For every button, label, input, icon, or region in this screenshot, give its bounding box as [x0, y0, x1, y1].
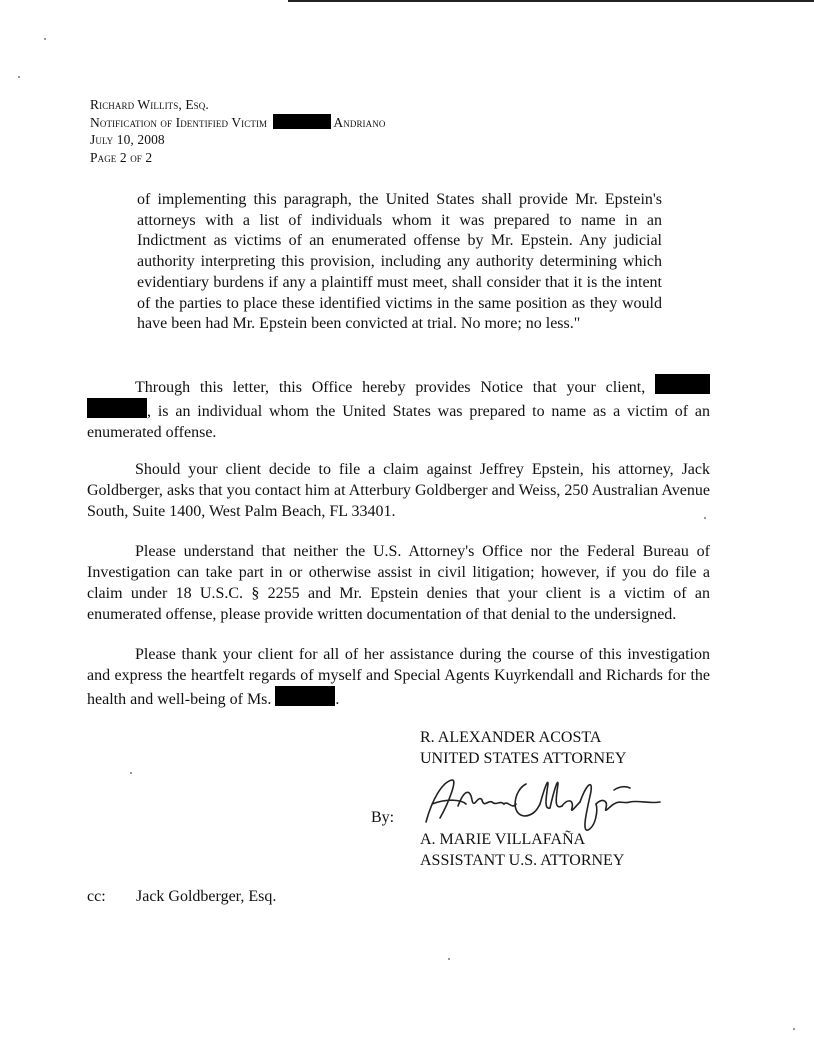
civil-litigation-paragraph	[87, 541, 710, 625]
redaction-box	[275, 686, 335, 706]
civil-litigation-text: Please understand that neither the U.S. Attorney's Office nor the Federal Bureau of Investigation can take part in or otherwise assist in civil litigation; however, if you do file a claim under 18 U.S.C. § 2255 and Mr. Epstein denies that your client is a victim of an enumerated offense, please provide written documentation of that denial to the undersigned.	[87, 543, 710, 623]
signatory-block	[420, 727, 626, 769]
attorney-block	[420, 829, 624, 871]
header-recipient: Richard Willits, Esq.	[90, 97, 209, 112]
redaction-box	[273, 114, 331, 129]
letter-header	[90, 96, 385, 166]
signatory-name: R. ALEXANDER ACOSTA	[420, 729, 602, 746]
scan-speck	[793, 1028, 795, 1030]
attorney-name: A. MARIE VILLAFAÑA	[420, 831, 586, 848]
scan-speck	[18, 76, 20, 78]
notice-paragraph	[87, 374, 710, 443]
header-subject-prefix: Notification of Identified Victim	[90, 114, 268, 130]
redaction-box	[87, 398, 147, 418]
quoted-paragraph: of implementing this paragraph, the United States shall provide Mr. Epstein's attorneys with a list of individuals whom it was prepared to name in an Indictment as victims of an enumerated offense by Mr. Epstein. Any judicial authority interpreting this provision, including any authority determining which evidentiary burdens if any a plaintiff must meet, shall consider that it is the intent of the parties to place these identified victims in the same position as they would have been had Mr. Epstein been convicted at trial. No more; no less."	[137, 191, 662, 333]
attorney-title: ASSISTANT U.S. ATTORNEY	[420, 852, 625, 869]
header-page-number: Page 2 of 2	[90, 149, 153, 165]
scan-speck	[448, 958, 450, 960]
by-label: By:	[371, 809, 395, 826]
header-date: July 10, 2008	[90, 132, 165, 147]
redaction-box	[655, 374, 710, 394]
thanks-text-end: .	[335, 691, 340, 708]
signature-text: A. Marie Villafaña	[418, 770, 426, 771]
top-border-line	[288, 0, 814, 2]
scan-speck	[44, 38, 46, 40]
contact-text: Should your client decide to file a claim against Jeffrey Epstein, his attorney, Jack Goldberger, asks that you contact him at Atterbury Goldberger and Weiss, 250 Australian Avenue South, Suite 1400, West Palm Beach, FL 33401.	[87, 461, 710, 520]
contact-paragraph	[87, 459, 710, 522]
cc-recipient: Jack Goldberger, Esq.	[136, 888, 277, 905]
scan-speck	[130, 772, 132, 774]
cc-line	[87, 888, 276, 906]
header-subject-suffix: Andriano	[333, 114, 386, 130]
cc-label: cc:	[87, 888, 106, 905]
notice-text-start: Through this letter, this Office hereby provides Notice that your client,	[135, 379, 646, 396]
scan-speck	[704, 517, 706, 519]
notice-text-end: , is an individual whom the United States was prepared to name as a victim of an enumerated offense.	[87, 403, 710, 441]
signatory-title: UNITED STATES ATTORNEY	[420, 750, 627, 767]
thanks-text-start: Please thank your client for all of her assistance during the course of this investigation and express the heartfelt regards of myself and Special Agents Kuyrkendall and Richards for the health and well-being of Ms.	[87, 646, 710, 708]
header-subject	[90, 114, 385, 132]
thanks-paragraph	[87, 644, 710, 710]
